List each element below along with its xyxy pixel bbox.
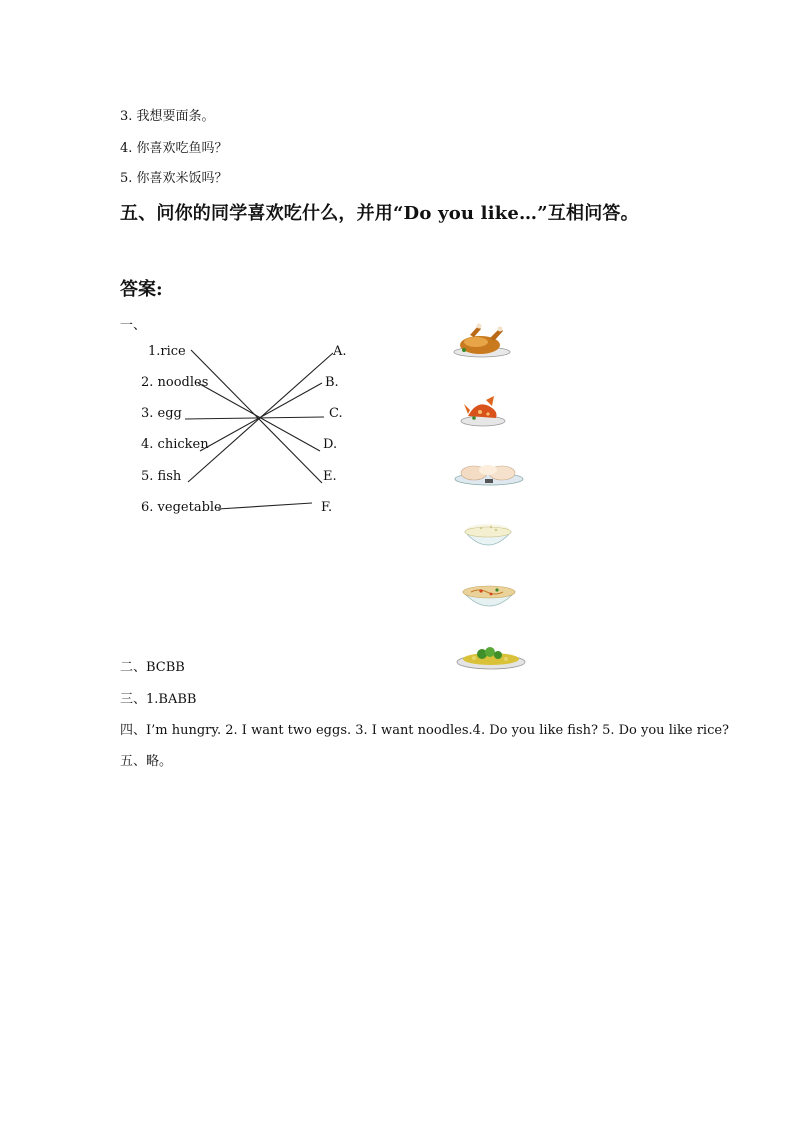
match-left-rice: 1.rice [148,344,186,359]
answer-5: 五、略。 [120,754,173,769]
match-line-vegetable [218,503,312,509]
match-line-egg [185,417,324,419]
match-right-a: A. [333,344,347,359]
section-1-label: 一、 [120,318,147,333]
match-left-noodles: 2. noodles [141,375,209,390]
rice-bowl-icon [461,518,515,554]
egg-plate-icon [452,459,526,489]
match-right-b: B. [325,375,339,390]
question-4: 4. 你喜欢吃鱼吗？ [120,141,228,156]
vegetable-plate-icon [454,642,528,672]
match-left-egg: 3. egg [141,406,182,421]
match-left-vegetable: 6. vegetable [141,500,222,515]
question-3: 3. 我想要面条。 [120,109,215,124]
question-5: 5. 你喜欢米饭吗？ [120,171,228,186]
match-right-e: E. [323,469,337,484]
match-right-c: C. [329,406,343,421]
answer-4: 四、I’m hungry. 2. I want two eggs. 3. I want noodles.4. Do you like fish? 5. Do you like rice? [120,723,730,738]
fish-dish-icon [458,392,508,428]
match-left-fish: 5. fish [141,469,182,484]
section-5-heading: 五、问你的同学喜欢吃什么，并用“Do you like…”互相问答。 [120,203,639,224]
match-right-d: D. [323,437,338,452]
answer-2: 二、BCBB [120,660,185,675]
noodle-bowl-icon [459,580,519,614]
answer-3: 三、1.BABB [120,692,197,707]
match-line-rice [191,350,322,483]
answers-title: 答案: [120,279,163,300]
match-right-f: F. [321,500,333,515]
roast-chicken-icon [450,320,514,360]
match-left-chicken: 4. chicken [141,437,209,452]
